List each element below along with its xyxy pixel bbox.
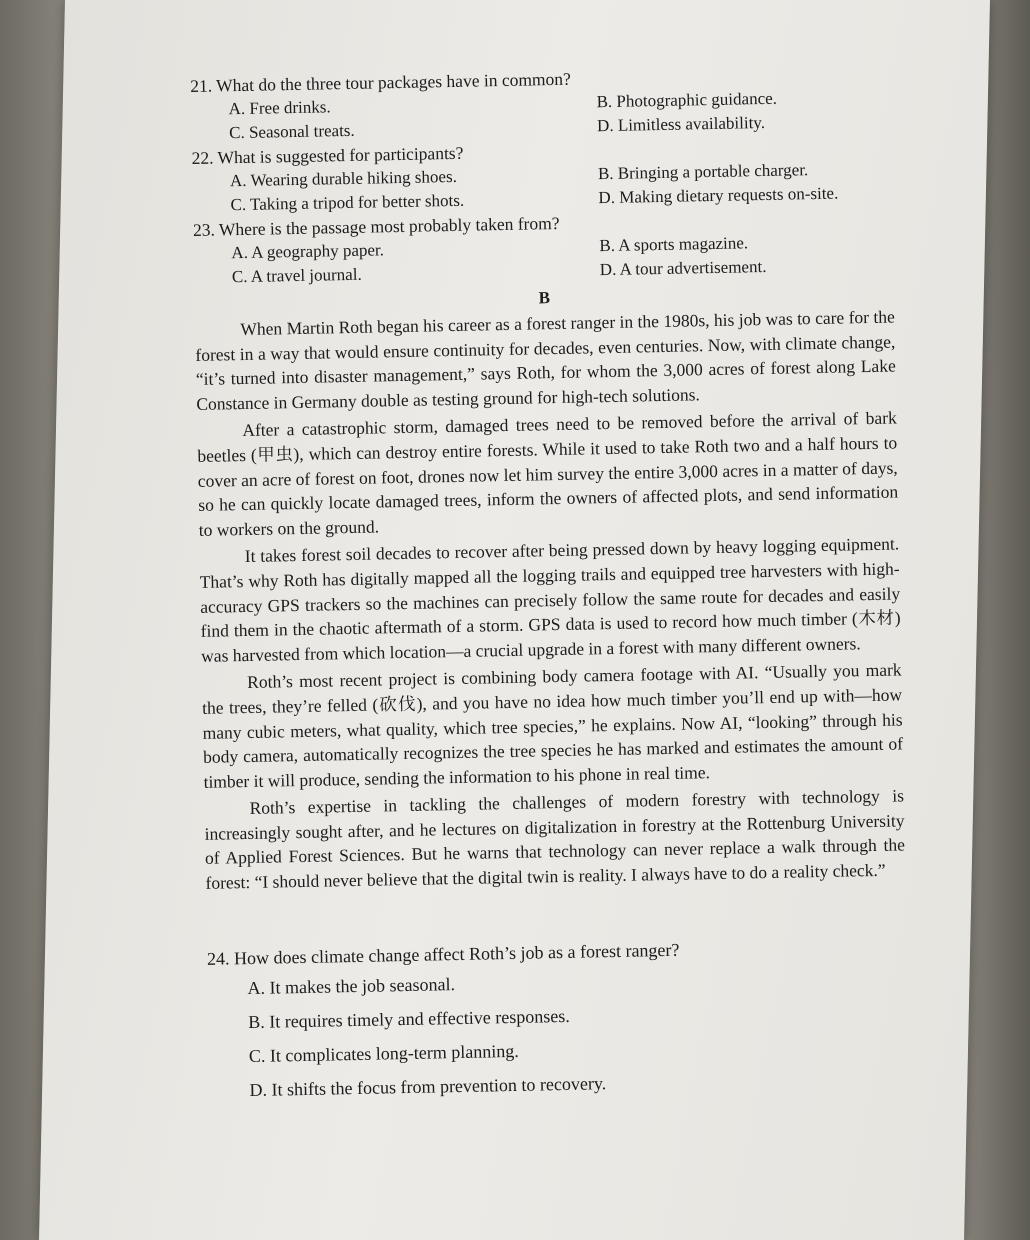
section-label-b: B [538, 288, 551, 308]
question-23-stem: 23. Where is the passage most probably taken from? [192, 212, 560, 240]
option-21-d: D. Limitless availability. [596, 112, 766, 136]
option-24-b: B. It requires timely and effective responses. [248, 1005, 570, 1032]
option-22-d: D. Making dietary requests on-site. [598, 183, 839, 208]
exam-content [190, 61, 910, 1108]
question-24-stem: 24. How does climate change affect Roth’s job as a forest ranger? [206, 939, 680, 969]
option-23-b: B. A sports magazine. [599, 233, 749, 256]
option-24-c: C. It complicates long-term planning. [248, 1040, 519, 1066]
passage-paragraph-1: When Martin Roth began his career as a forest ranger in the 1980s, his job was to care for the forest in a way that would ensure continuity for decades, even centuries. Now, with climate change, “it’s turned into disaster management,” says Roth, for whom the 3,000 acres of forest along Lake Constance in Germany double as testing ground for high-tech solutions. [195, 306, 896, 414]
question-24-options [207, 958, 909, 1107]
option-24-d: D. It shifts the focus from prevention to recovery. [249, 1072, 607, 1100]
question-block-22 [191, 133, 892, 218]
passage-paragraph-4: Roth’s most recent project is combining body camera footage with AI. “Usually you mark the trees, they’re felled (砍伐), and you have no idea how much timber you’ll end up with—how many cubic meters, what quality, which tree species,” he explains. Now AI, “looking” through his body camera, automatically recognizes the tree species he has marked and estimates the amount of timber it will produce, sending the information to his phone in real time. [201, 659, 904, 792]
option-24-a: A. It makes the job seasonal. [247, 973, 456, 998]
question-block-23 [193, 205, 894, 290]
passage-paragraph-2: After a catastrophic storm, damaged trees need to be removed before the arrival of bark beetles (甲虫), which can destroy entire forests. While it used to take Roth two and a half hours to cover an acre of forest on foot, drones now let him survey the entire 3,000 acres in a matter of days, so he can quickly locate damaged trees, inform the owners of affected plots, and send information to workers on the ground. [197, 407, 899, 540]
option-21-b: B. Photographic guidance. [596, 88, 778, 112]
option-22-c: C. Taking a tripod for better shots. [230, 190, 465, 215]
option-22-b: B. Bringing a portable charger. [597, 160, 809, 184]
question-block-24 [207, 932, 910, 1107]
reading-passage [195, 305, 906, 896]
option-22-a: A. Wearing durable hiking shoes. [229, 166, 458, 191]
option-23-d: D. A tour advertisement. [599, 256, 767, 280]
question-22-stem: 22. What is suggested for participants? [191, 142, 464, 168]
option-21-a: A. Free drinks. [228, 97, 331, 119]
option-23-a: A. A geography paper. [231, 240, 385, 263]
option-23-c: C. A travel journal. [231, 264, 362, 287]
passage-paragraph-3: It takes forest soil decades to recover after being pressed down by heavy logging equipment. That’s why Roth has digitally mapped all the logging trails and equipped tree harvesters with high-accuracy GPS trackers so the machines can precisely follow the same route for decades and easily find them in the chaotic aftermath of a storm. GPS data is used to record how much timber (木材) was harvested from which location—a crucial upgrade in a forest with many different owners. [199, 533, 901, 666]
question-21-stem: 21. What do the three tour packages have in common? [190, 68, 572, 96]
option-21-c: C. Seasonal treats. [228, 120, 355, 143]
passage-paragraph-5: Roth’s expertise in tackling the challenges of modern forestry with technology is increasingly sought after, and he lectures on digitalization in forestry at the Rottenburg University of Applied Forest Sciences. But he warns that technology can never replace a walk through the forest: “I should never believe that the digital twin is reality. I always have to do a reality check.” [204, 785, 906, 893]
question-block-21 [190, 61, 891, 146]
